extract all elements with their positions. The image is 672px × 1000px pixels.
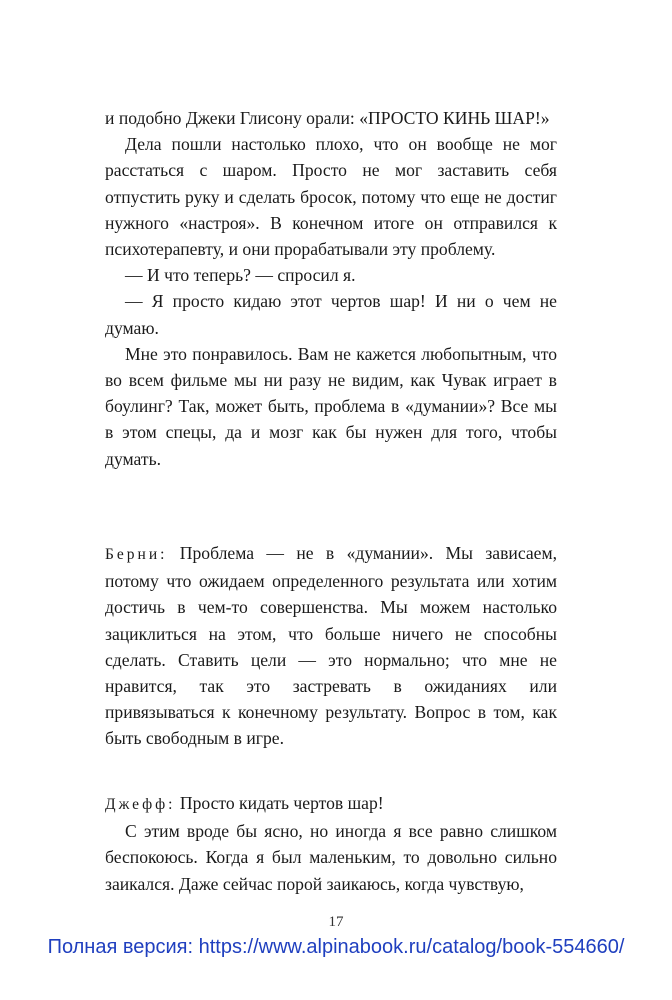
text-block-bernie [105,540,557,752]
text-block-jeff [105,790,557,897]
paragraph: и подобно Джеки Глисону орали: «ПРОСТО КИНЬ ШАР!» [105,108,550,128]
speaker-name: Джефф: [105,796,176,813]
paragraph: С этим вроде бы ясно, но иногда я все равно слишком беспокоюсь. Когда я был маленьким, то довольно сильно заикался. Даже сейчас порой заикаюсь, когда чувствую, [105,821,557,894]
paragraph: Мне это понравилось. Вам не кажется любопытным, что во всем фильме мы ни разу не видим, как Чувак играет в боулинг? Так, может быть, проблема в «думании»? Все мы в этом спецы, да и мозг как бы нужен для того, чтобы думать. [105,343,557,469]
page-number: 17 [328,914,344,930]
paragraph: Дела пошли настолько плохо, что он вообще не мог расстаться с шаром. Просто не мог заставить себя отпустить руку и сделать бросок, потому что еще не достиг нужного «настроя». В конечном итоге он отправился к психотерапевту, и они прорабатывали эту проблему. [105,134,557,260]
dialogue-line: — И что теперь? — спросил я. [125,265,356,286]
speaker-text: Проблема — не в «думании». Мы зависаем, потому что ожидаем определенного результата или хотим достичь в чем-то совершенства. Мы можем настолько зациклиться на этом, что больше ничего не способны сделать. Ставить цели — это нормально; что мне не нравится, так это застревать в ожиданиях или привязываться к конечному результату. Вопрос в том, как быть свободным в игре. [105,543,557,749]
text-block-1 [105,105,557,472]
dialogue-line: — Я просто кидаю этот чертов шар! И ни о чем не думаю. [105,291,557,338]
speaker-name: Берни: [105,546,168,563]
speaker-paragraph [105,790,557,818]
full-version-link[interactable]: Полная версия: https://www.alpinabook.ru/catalog/book-554660/ [47,936,625,958]
speaker-paragraph [105,540,557,752]
speaker-text: Просто кидать чертов шар! [179,793,384,813]
